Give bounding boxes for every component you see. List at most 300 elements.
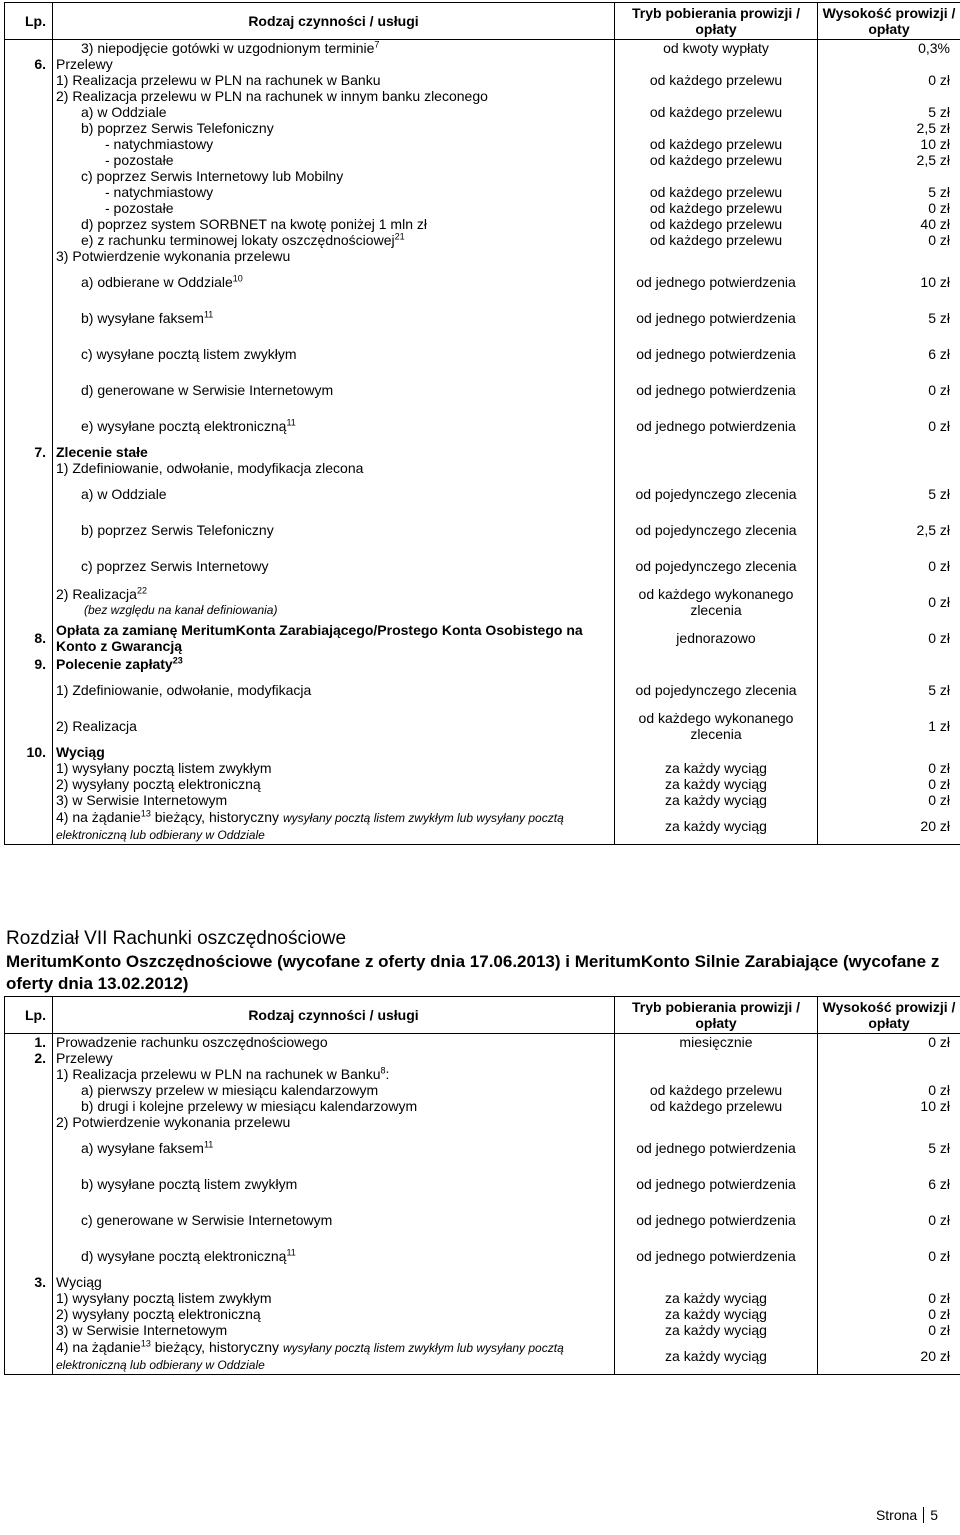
row-description [53,1034,615,1051]
row-mode [615,460,818,476]
row-description [53,1202,615,1238]
row-lp [5,776,53,792]
row-description [53,264,615,300]
row-description [53,336,615,372]
row-label: Wyciąg [56,744,105,760]
row-mode [615,744,818,760]
row-amount: 6 zł [818,336,960,372]
col-amount: Wysokość prowizji / opłaty [818,997,960,1034]
row-amount: 5 zł [818,476,960,512]
row-amount [818,1050,960,1066]
row-lp [5,184,53,200]
row-lp: 6. [5,56,53,72]
row-description [53,1290,615,1306]
row-mode: za każdy wyciąg [615,792,818,808]
row-description [53,88,615,104]
row-label: 2) Realizacja przelewu w PLN na rachunek w innym banku zleconego [56,88,488,104]
footnote-ref: 11 [203,1139,214,1150]
row-lp [5,1082,53,1098]
row-lp [5,460,53,476]
table-row [5,264,960,300]
table-row [5,1066,960,1082]
table-row [5,1130,960,1166]
row-label: - natychmiastowy [105,136,214,152]
row-lp [5,200,53,216]
row-mode: od jednego potwierdzenia [615,1166,818,1202]
footnote-ref: 23 [172,655,183,666]
row-mode: od każdego przelewu [615,152,818,168]
footnote-ref: 13 [140,808,151,819]
table-row [5,152,960,168]
table-row [5,708,960,744]
row-lp [5,1098,53,1114]
table-row [5,620,960,656]
footnote-ref: 8 [380,1065,386,1076]
row-amount: 2,5 zł [818,512,960,548]
row-description [53,248,615,264]
table-row [5,72,960,88]
row-mode [615,248,818,264]
row-mode [615,56,818,72]
table-row [5,1306,960,1322]
row-mode [615,444,818,460]
row-label: 1) Zdefiniowanie, odwołanie, modyfikacja [56,682,312,698]
row-description [53,1130,615,1166]
row-amount: 20 zł [818,808,960,844]
table-row [5,744,960,760]
row-mode: od jednego potwierdzenia [615,264,818,300]
row-lp [5,1130,53,1166]
row-mode: od każdego przelewu [615,200,818,216]
fees-table-1 [4,2,960,845]
row-amount: 0 zł [818,584,960,620]
row-mode: od pojedynczego zlecenia [615,672,818,708]
row-mode: od jednego potwierdzenia [615,336,818,372]
row-lp [5,300,53,336]
row-mode: od każdego przelewu [615,1082,818,1098]
chapter-subtitle: MeritumKonto Oszczędnościowe (wycofane z oferty dnia 17.06.2013) i MeritumKonto Silnie Zarabiające (wycofane z oferty dnia 13.02.2012) [6,952,940,993]
row-lp [5,672,53,708]
row-note: wysyłany pocztą listem zwykłym lub wysyłany pocztą elektroniczną lub odbierany w Oddziale [56,1340,564,1372]
row-description [53,1238,615,1274]
footnote-ref: 7 [374,39,380,50]
row-label: Zlecenie stałe [56,444,148,460]
col-mode: Tryb pobierania prowizji / opłaty [615,3,818,40]
table-row [5,1098,960,1114]
col-name: Rodzaj czynności / usługi [53,3,615,40]
footnote-ref: 11 [286,1247,296,1258]
row-description [53,1050,615,1066]
footnote-ref: 21 [394,231,405,242]
row-amount: 0 zł [818,1290,960,1306]
row-label: e) wysyłane pocztą elektroniczną [81,418,287,434]
row-mode: od jednego potwierdzenia [615,1238,818,1274]
row-description [53,656,615,672]
row-amount [818,56,960,72]
row-label: 1) Realizacja przelewu w PLN na rachunek w Banku [56,72,381,88]
fees-table-2 [4,996,960,1375]
row-lp [5,476,53,512]
table-row [5,136,960,152]
row-lp [5,1290,53,1306]
row-label: c) poprzez Serwis Internetowy lub Mobilny [81,168,344,184]
row-description [53,1098,615,1114]
row-label: 2) Potwierdzenie wykonania przelewu [56,1114,291,1130]
row-mode: za każdy wyciąg [615,776,818,792]
page-footer [876,1507,938,1523]
row-label: d) generowane w Serwisie Internetowym [81,382,334,398]
table-row [5,248,960,264]
table-row [5,200,960,216]
table-row [5,88,960,104]
row-description [53,512,615,548]
table-row [5,548,960,584]
row-label: 4) na żądanie [56,1338,141,1355]
row-description [53,548,615,584]
row-label-cont: bieżący, historyczny [150,1338,279,1355]
row-amount [818,168,960,184]
table-row [5,808,960,844]
row-note: (bez względu na kanał definiowania) [84,603,278,617]
table-row [5,372,960,408]
row-lp [5,1066,53,1082]
row-mode: od każdego przelewu [615,136,818,152]
row-mode [615,1066,818,1082]
row-amount: 2,5 zł [818,152,960,168]
footnote-ref: 11 [203,309,214,320]
row-label: d) wysyłane pocztą elektroniczną [81,1248,287,1264]
row-amount: 5 zł [818,184,960,200]
col-name: Rodzaj czynności / usługi [53,997,615,1034]
row-description [53,708,615,744]
col-amount: Wysokość prowizji / opłaty [818,3,960,40]
row-description [53,584,615,620]
row-amount: 5 zł [818,104,960,120]
row-lp: 3. [5,1274,53,1290]
row-amount [818,1066,960,1082]
row-label: 2) wysyłany pocztą elektroniczną [56,1306,261,1322]
row-mode: za każdy wyciąg [615,760,818,776]
row-amount: 0 zł [818,760,960,776]
row-label-cont: bieżący, historyczny [150,808,279,825]
table-row [5,232,960,248]
row-mode: za każdy wyciąg [615,1338,818,1374]
row-mode: od jednego potwierdzenia [615,408,818,444]
row-lp [5,372,53,408]
table-row [5,1202,960,1238]
row-mode: od każdego wykonanego zlecenia [615,584,818,620]
row-label: c) wysyłane pocztą listem zwykłym [81,346,297,362]
table-row [5,460,960,476]
row-description [53,232,615,248]
row-lp: 7. [5,444,53,460]
table-row [5,1338,960,1374]
table-row [5,1238,960,1274]
row-mode: od każdego przelewu [615,104,818,120]
row-description [53,184,615,200]
row-description [53,372,615,408]
table-row [5,1082,960,1098]
row-description [53,1082,615,1098]
row-amount: 10 zł [818,136,960,152]
row-mode [615,120,818,136]
row-label: 1) Zdefiniowanie, odwołanie, modyfikacja zlecona [56,460,364,476]
row-mode: od pojedynczego zlecenia [615,548,818,584]
row-mode: od każdego przelewu [615,216,818,232]
row-lp [5,512,53,548]
row-mode: miesięcznie [615,1034,818,1051]
row-description [53,40,615,57]
row-label: 3) Potwierdzenie wykonania przelewu [56,248,291,264]
row-label: b) drugi i kolejne przelewy w miesiącu kalendarzowym [81,1098,418,1114]
table-row [5,656,960,672]
row-amount: 0,3% [818,40,960,57]
row-label: - pozostałe [105,152,174,168]
row-lp [5,216,53,232]
row-lp [5,136,53,152]
col-lp: Lp. [5,997,53,1034]
table-row [5,1034,960,1051]
row-amount: 40 zł [818,216,960,232]
row-label: 2) wysyłany pocztą elektroniczną [56,776,261,792]
row-label: 1) wysyłany pocztą listem zwykłym [56,1290,272,1306]
table-row [5,40,960,57]
row-lp [5,152,53,168]
row-label: a) w Oddziale [81,104,167,120]
row-label: 3) w Serwisie Internetowym [56,1322,228,1338]
table-row [5,584,960,620]
row-lp: 9. [5,656,53,672]
row-lp [5,72,53,88]
table-row [5,476,960,512]
table-row [5,184,960,200]
row-description [53,1306,615,1322]
table-row [5,216,960,232]
table-row [5,1166,960,1202]
row-mode: za każdy wyciąg [615,808,818,844]
row-label: 3) niepodjęcie gotówki w uzgodnionym terminie [81,40,375,56]
footnote-ref: 10 [232,273,243,284]
row-description [53,1066,615,1082]
table-row [5,512,960,548]
row-description [53,460,615,476]
row-mode: od jednego potwierdzenia [615,300,818,336]
row-amount: 0 zł [818,1202,960,1238]
row-mode: od jednego potwierdzenia [615,372,818,408]
row-amount: 0 zł [818,1306,960,1322]
table-row [5,1322,960,1338]
row-description [53,72,615,88]
row-mode: od każdego przelewu [615,72,818,88]
row-mode: od pojedynczego zlecenia [615,476,818,512]
row-description [53,476,615,512]
table-row [5,1290,960,1306]
row-mode: od każdego wykonanego zlecenia [615,708,818,744]
row-lp [5,336,53,372]
row-lp [5,232,53,248]
page-number: 5 [930,1507,938,1523]
row-amount: 10 zł [818,1098,960,1114]
row-amount: 0 zł [818,72,960,88]
row-description [53,1322,615,1338]
row-label: c) generowane w Serwisie Internetowym [81,1212,333,1228]
row-description [53,808,615,844]
row-label: b) wysyłane pocztą listem zwykłym [81,1176,298,1192]
row-amount: 0 zł [818,232,960,248]
row-amount: 0 zł [818,548,960,584]
row-label: Przelewy [56,56,113,72]
footnote-ref: 13 [140,1338,151,1349]
row-label: 1) wysyłany pocztą listem zwykłym [56,760,272,776]
row-description [53,776,615,792]
row-amount [818,444,960,460]
row-amount [818,88,960,104]
footnote-ref: 22 [136,585,147,596]
row-label: 3) w Serwisie Internetowym [56,792,228,808]
table-row [5,760,960,776]
row-label: a) pierwszy przelew w miesiącu kalendarzowym [81,1082,379,1098]
row-description [53,1114,615,1130]
row-description [53,620,615,656]
row-label: Wyciąg [56,1274,102,1290]
table-row [5,168,960,184]
row-lp [5,1202,53,1238]
row-mode [615,1114,818,1130]
table-row [5,672,960,708]
row-lp [5,264,53,300]
row-description [53,672,615,708]
row-mode: od każdego przelewu [615,232,818,248]
row-description [53,792,615,808]
row-amount [818,656,960,672]
row-amount: 6 zł [818,1166,960,1202]
row-amount: 2,5 zł [818,120,960,136]
row-label: - pozostałe [105,200,174,216]
row-mode: od pojedynczego zlecenia [615,512,818,548]
row-mode: od jednego potwierdzenia [615,1202,818,1238]
row-amount: 0 zł [818,1322,960,1338]
row-mode: od jednego potwierdzenia [615,1130,818,1166]
table-row [5,56,960,72]
row-label: b) wysyłane faksem [81,310,204,326]
row-label: Polecenie zapłaty [56,656,173,672]
row-label: c) poprzez Serwis Internetowy [81,558,269,574]
row-label: e) z rachunku terminowej lokaty oszczędnościowej [81,232,395,248]
row-description [53,56,615,72]
row-description [53,744,615,760]
row-label: a) w Oddziale [81,486,167,502]
row-description [53,760,615,776]
row-label: 2) Realizacja [56,586,137,602]
row-lp [5,40,53,57]
row-description [53,200,615,216]
row-label: Prowadzenie rachunku oszczędnościowego [56,1034,328,1050]
row-lp: 8. [5,620,53,656]
row-description [53,1274,615,1290]
row-amount: 5 zł [818,672,960,708]
row-mode: za każdy wyciąg [615,1306,818,1322]
row-amount: 0 zł [818,1238,960,1274]
row-mode: od każdego przelewu [615,184,818,200]
table-row [5,104,960,120]
row-amount [818,1274,960,1290]
table-row [5,1114,960,1130]
chapter-title: Rozdział VII Rachunki oszczędnościowe [6,928,347,949]
table-row [5,1050,960,1066]
row-lp [5,1166,53,1202]
table-row [5,444,960,460]
row-description [53,444,615,460]
table-row [5,336,960,372]
row-lp [5,808,53,844]
row-amount [818,1114,960,1130]
row-amount: 20 zł [818,1338,960,1374]
row-lp: 2. [5,1050,53,1066]
row-amount [818,460,960,476]
row-mode: od każdego przelewu [615,1098,818,1114]
footer-label: Strona [875,1507,918,1523]
table-row [5,776,960,792]
table-row [5,300,960,336]
row-lp [5,792,53,808]
row-description [53,104,615,120]
row-lp: 10. [5,744,53,760]
row-mode [615,1274,818,1290]
row-lp [5,760,53,776]
row-label: a) wysyłane faksem [81,1140,204,1156]
row-amount: 1 zł [818,708,960,744]
table-row [5,408,960,444]
row-amount: 5 zł [818,1130,960,1166]
row-description [53,216,615,232]
row-amount: 0 zł [818,620,960,656]
row-lp [5,104,53,120]
row-mode [615,1050,818,1066]
row-mode: za każdy wyciąg [615,1290,818,1306]
row-mode [615,88,818,104]
row-amount: 0 zł [818,792,960,808]
row-lp: 1. [5,1034,53,1051]
row-label: - natychmiastowy [105,184,214,200]
row-lp [5,1338,53,1374]
row-mode [615,168,818,184]
row-label: Opłata za zamianę MeritumKonta Zarabiającego/Prostego Konta Osobistego na Konto z Gwarancją [56,622,583,654]
table-row [5,1274,960,1290]
row-description [53,168,615,184]
row-label: a) odbierane w Oddziale [81,274,233,290]
row-amount [818,248,960,264]
row-amount: 0 zł [818,200,960,216]
row-lp [5,548,53,584]
row-label: 1) Realizacja przelewu w PLN na rachunek w Banku [56,1066,381,1082]
row-amount: 0 zł [818,1034,960,1051]
row-description [53,408,615,444]
row-mode [615,656,818,672]
row-description [53,1338,615,1374]
table-row [5,792,960,808]
row-mode: za każdy wyciąg [615,1322,818,1338]
row-description [53,300,615,336]
row-amount: 10 zł [818,264,960,300]
row-lp [5,1114,53,1130]
row-mode: od kwoty wypłaty [615,40,818,57]
row-label: b) poprzez Serwis Telefoniczny [81,120,274,136]
row-label: d) poprzez system SORBNET na kwotę poniżej 1 mln zł [81,216,427,232]
row-label-cont: : [385,1066,390,1082]
col-lp: Lp. [5,3,53,40]
row-label: Przelewy [56,1050,113,1066]
row-lp [5,584,53,620]
